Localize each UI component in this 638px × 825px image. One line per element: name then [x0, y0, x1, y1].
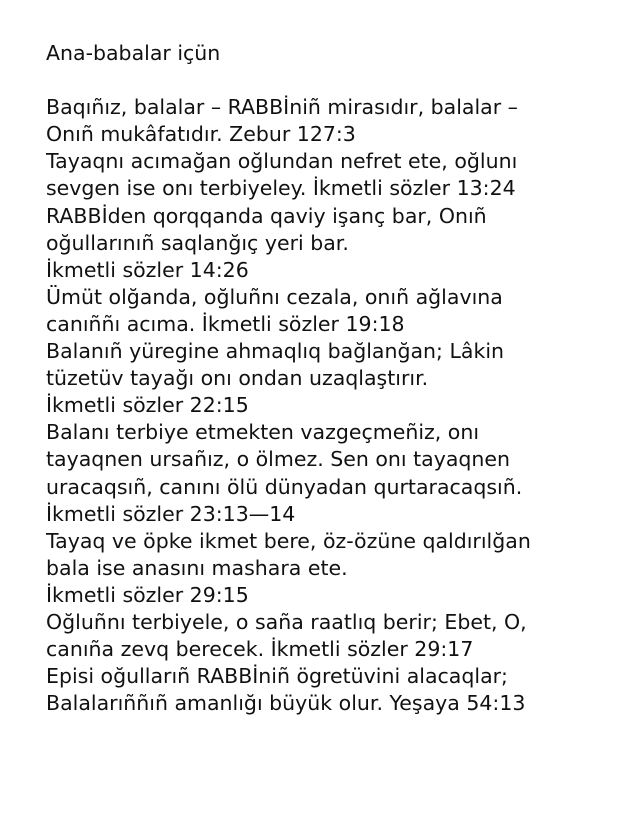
text-line: bala ise anasını mashara ete.: [46, 555, 348, 580]
document-body: [46, 94, 606, 717]
text-line: Tayaqnı acımağan oğlundan nefret ete, oğlunı: [46, 149, 518, 174]
text-line: İkmetli sözler 14:26: [46, 257, 249, 282]
text-line: Episi oğullarıñ RABBİniñ ögretüvini alacaqlar;: [46, 664, 508, 689]
text-line: uracaqsıñ, canını ölü dünyadan qurtaracaqsıñ.: [46, 474, 523, 499]
text-line: Baqıñız, balalar – RABBİniñ mirasıdır, balalar –: [46, 95, 518, 120]
document-page: [46, 40, 606, 717]
text-line: canıña zevq berecek. İkmetli sözler 29:17: [46, 637, 474, 662]
text-line: Balalarıññıñ amanlığı büyük olur. Yeşaya 54:13: [46, 691, 526, 716]
text-line: Balanı terbiye etmekten vazgeçmeñiz, onı: [46, 420, 480, 445]
text-line: RABBİden qorqqanda qaviy işanç bar, Onıñ: [46, 203, 487, 228]
text-line: sevgen ise onı terbiyeley. İkmetli sözler 13:24: [46, 176, 516, 201]
document-title: Ana-babalar içün: [46, 41, 221, 65]
text-line: tüzetüv tayağı onı ondan uzaqlaştırır.: [46, 366, 429, 391]
text-line: İkmetli sözler 29:15: [46, 582, 249, 607]
text-line: Balanıñ yüregine ahmaqlıq bağlanğan; Lâkin: [46, 339, 505, 364]
text-line: İkmetli sözler 23:13—14: [46, 501, 296, 526]
text-line: Oğluñnı terbiyele, o sañа raatlıq berir; Ebet, O,: [46, 609, 527, 634]
text-line: Onıñ mukâfatıdır. Zebur 127:3: [46, 122, 356, 147]
text-line: tayaqnen ursañız, o ölmez. Sen onı tayaqnen: [46, 447, 511, 472]
text-line: oğullarınıñ saqlanğıç yeri bar.: [46, 230, 349, 255]
text-line: Tayaq ve öpke ikmet bere, öz-özüne qaldırılğan: [46, 528, 531, 553]
text-line: Ümüt olğanda, oğluñnı cezala, onıñ ağlavına: [46, 284, 503, 309]
text-line: canıññı acıma. İkmetli sözler 19:18: [46, 311, 405, 336]
text-line: İkmetli sözler 22:15: [46, 393, 249, 418]
